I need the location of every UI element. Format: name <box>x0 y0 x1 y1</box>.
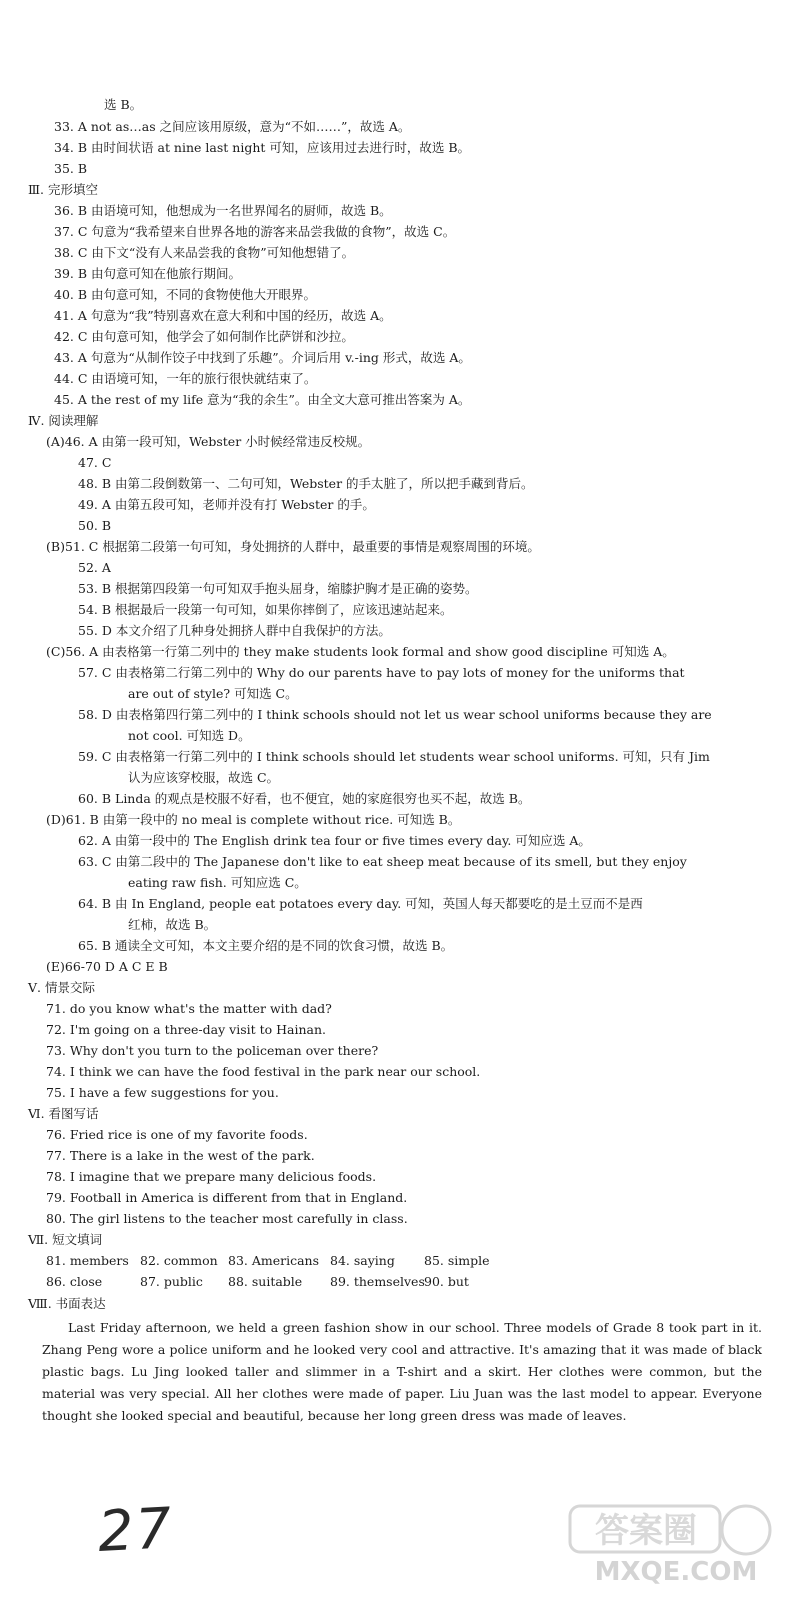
answer-line: not cool. 可知选 D。 <box>128 728 251 743</box>
answer-line: 35. B <box>54 161 88 176</box>
answer-line: 73. Why don't you turn to the policeman over there? <box>46 1043 379 1058</box>
fill-answer: 85. simple <box>424 1253 490 1268</box>
answer-line: 59. C 由表格第一行第二列中的 I think schools should let students wear school uniforms. 可知，只有 Jim <box>78 749 710 764</box>
answer-line: 72. I'm going on a three-day visit to Hainan. <box>46 1022 327 1037</box>
section-heading: Ⅲ. 完形填空 <box>28 182 99 197</box>
answer-line: 52. A <box>78 560 111 575</box>
answer-line: 38. C 由下文“没有人来品尝我的食物”可知他想错了。 <box>54 245 355 260</box>
watermark-top-text: 答案圈 <box>595 1511 697 1551</box>
answer-line: 47. C <box>78 455 112 470</box>
answer-line: 34. B 由时间状语 at nine last night 可知，应该用过去进行时，故选 B。 <box>54 140 471 155</box>
answer-line: 43. A 句意为“从制作饺子中找到了乐趣”。介词后用 v.-ing 形式，故选 A。 <box>54 350 471 365</box>
section-heading: Ⅶ. 短文填词 <box>28 1232 103 1247</box>
answer-line: 80. The girl listens to the teacher most carefully in class. <box>46 1211 408 1226</box>
answer-line: 54. B 根据最后一段第一句可知，如果你摔倒了，应该迅速站起来。 <box>78 602 453 617</box>
answer-line: 71. do you know what's the matter with dad? <box>46 1001 332 1016</box>
fill-answer: 90. but <box>424 1274 469 1289</box>
section-heading: Ⅵ. 看图写话 <box>28 1106 99 1121</box>
answer-line: (D)61. B 由第一段中的 no meal is complete without rice. 可知选 B。 <box>46 812 461 827</box>
answer-line: 42. C 由句意可知，他学会了如何制作比萨饼和沙拉。 <box>54 329 354 344</box>
fill-answer: 87. public <box>140 1274 203 1289</box>
answer-line: 55. D 本文介绍了几种身处拥挤人群中自我保护的方法。 <box>78 623 391 638</box>
fill-answer: 81. members <box>46 1253 129 1268</box>
answer-line: 75. I have a few suggestions for you. <box>46 1085 279 1100</box>
answer-line: 49. A 由第五段可知，老师并没有打 Webster 的手。 <box>78 497 375 512</box>
answer-line: 78. I imagine that we prepare many delicious foods. <box>46 1169 377 1184</box>
answer-line: 认为应该穿校服，故选 C。 <box>128 770 280 785</box>
fill-answer: 84. saying <box>330 1253 395 1268</box>
answer-line: (B)51. C 根据第二段第一句可知，身处拥挤的人群中，最重要的事情是观察周围的环境。 <box>46 539 540 554</box>
answer-line: 60. B Linda 的观点是校服不好看，也不便宜，她的家庭很穷也买不起，故选 B。 <box>78 791 531 806</box>
answer-line: 48. B 由第二段倒数第一、二句可知，Webster 的手太脏了，所以把手藏到背后。 <box>78 476 534 491</box>
watermark-bottom-text: MXQE.COM <box>594 1557 758 1587</box>
answer-line: 36. B 由语境可知，他想成为一名世界闻名的厨师，故选 B。 <box>54 203 392 218</box>
answer-line: 选 B。 <box>104 97 143 112</box>
answer-line: 33. A not as…as 之间应该用原级，意为“不如……”，故选 A。 <box>54 119 411 134</box>
answer-line: 63. C 由第二段中的 The Japanese don't like to eat sheep meat because of its smell, but they enjoy <box>78 854 687 869</box>
answer-line: 53. B 根据第四段第一句可知双手抱头屈身，缩膝护胸才是正确的姿势。 <box>78 581 478 596</box>
answer-line: 76. Fried rice is one of my favorite foods. <box>46 1127 308 1142</box>
answer-line: 57. C 由表格第二行第二列中的 Why do our parents have to pay lots of money for the uniforms that <box>78 665 685 680</box>
answer-line: 50. B <box>78 518 112 533</box>
fill-answer: 86. close <box>46 1274 103 1289</box>
section-heading: Ⅳ. 阅读理解 <box>28 413 99 428</box>
answer-line: 41. A 句意为“我”特别喜欢在意大利和中国的经历，故选 A。 <box>54 308 392 323</box>
writing-paragraph: Last Friday afternoon, we held a green fashion show in our school. Three models of Grade 8 took part in it. Zhang Peng wore a police uniform and he looked very cool and attractive. It's amazing that it was made of black plastic bags. Lu Jing looked taller and slimmer in a T-shirt and a skirt. Her clothes were common, but the material was very special. All her clothes were made of paper. Liu Juan was the last model to appear. Everyone thought she looked special and beautiful, because her long green dress was made of leaves. <box>42 1320 762 1423</box>
answer-line: 77. There is a lake in the west of the park. <box>46 1148 315 1163</box>
answer-line: 74. I think we can have the food festival in the park near our school. <box>46 1064 481 1079</box>
answer-line: 58. D 由表格第四行第二列中的 I think schools should not let us wear school uniforms because they are <box>78 707 712 722</box>
answer-line: 40. B 由句意可知，不同的食物使他大开眼界。 <box>54 287 317 302</box>
handwritten-page-number: 27 <box>96 1496 175 1565</box>
fill-answer: 89. themselves <box>330 1274 425 1289</box>
fill-answer: 82. common <box>140 1253 218 1268</box>
answer-line: 79. Football in America is different from that in England. <box>46 1190 408 1205</box>
answer-line: 62. A 由第一段中的 The English drink tea four or five times every day. 可知应选 A。 <box>78 833 591 848</box>
answer-line: (A)46. A 由第一段可知，Webster 小时候经常违反校规。 <box>46 434 371 449</box>
fill-answer: 88. suitable <box>228 1274 303 1289</box>
fill-answer: 83. Americans <box>228 1253 320 1268</box>
answer-line: 45. A the rest of my life 意为“我的余生”。由全文大意可推出答案为 A。 <box>54 392 471 407</box>
answer-line: are out of style? 可知选 C。 <box>128 686 298 701</box>
answer-line: (E)66-70 D A C E B <box>46 959 168 974</box>
answer-line: (C)56. A 由表格第一行第二列中的 they make students look formal and show good discipline 可知选 A。 <box>46 644 675 659</box>
answer-line: eating raw fish. 可知应选 C。 <box>128 875 307 890</box>
answer-line: 64. B 由 In England, people eat potatoes every day. 可知，英国人每天都要吃的是土豆而不是西 <box>78 896 643 911</box>
section-heading-writing: Ⅷ. 书面表达 <box>28 1296 106 1311</box>
answer-line: 红柿，故选 B。 <box>128 917 217 932</box>
answer-line: 65. B 通读全文可知，本文主要介绍的是不同的饮食习惯，故选 B。 <box>78 938 454 953</box>
answer-line: 39. B 由句意可知在他旅行期间。 <box>54 266 242 281</box>
answer-line: 37. C 句意为“我希望来自世界各地的游客来品尝我做的食物”，故选 C。 <box>54 224 456 239</box>
section-heading: Ⅴ. 情景交际 <box>28 980 95 995</box>
answer-line: 44. C 由语境可知，一年的旅行很快就结束了。 <box>54 371 317 386</box>
